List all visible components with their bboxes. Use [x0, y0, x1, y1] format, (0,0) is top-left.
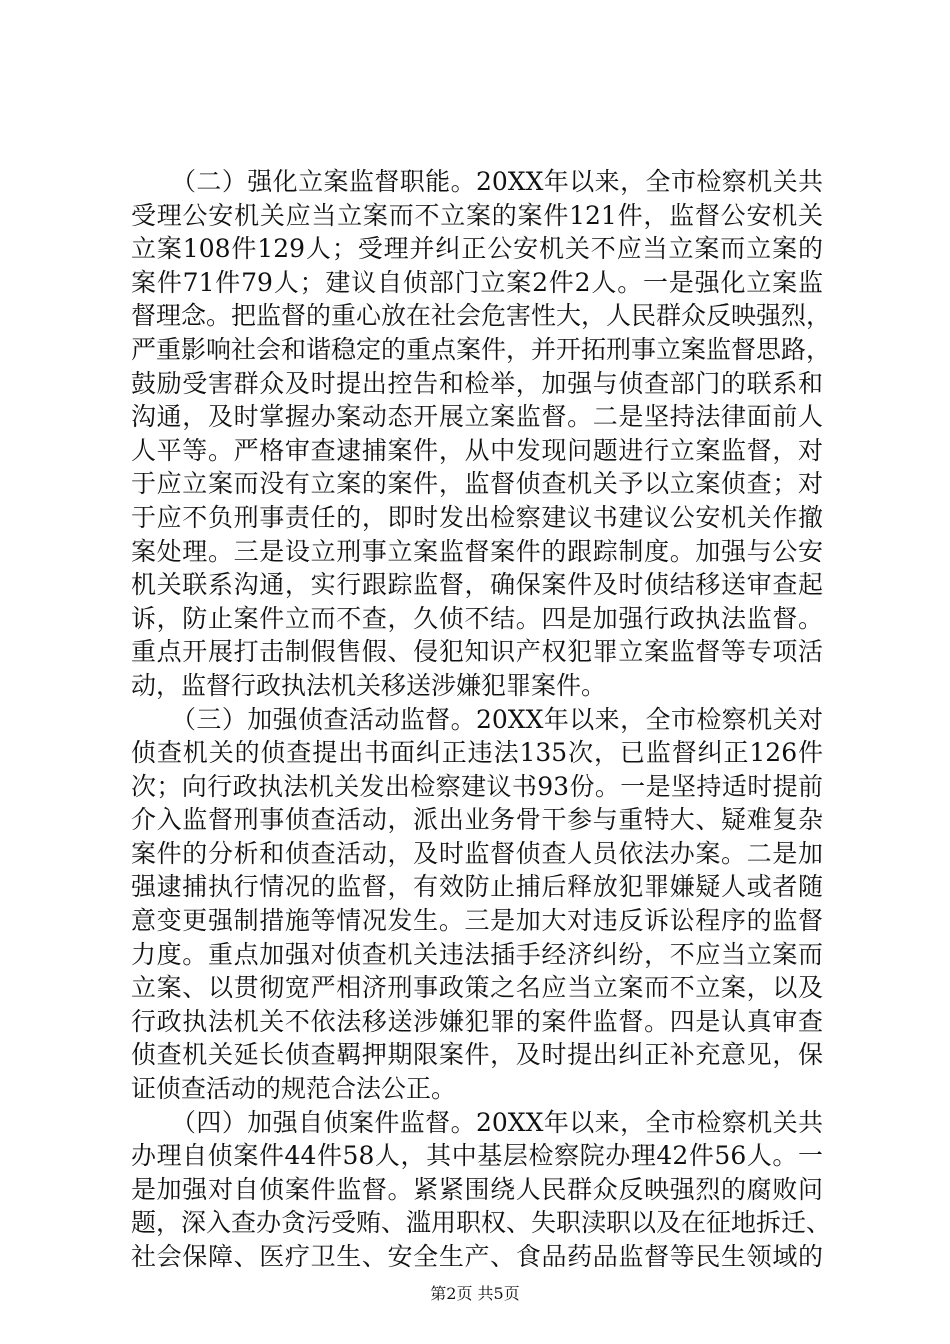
text-line: 机关联系沟通，实行跟踪监督，确保案件及时侦结移送审查起 [131, 570, 823, 600]
text-line: 案件71件79人；建议自侦部门立案2件2人。一是强化立案监 [131, 267, 823, 297]
text-line: 是加强对自侦案件监督。紧紧围绕人民群众反映强烈的腐败问 [131, 1174, 823, 1204]
text-line: 证侦查活动的规范合法公正。 [131, 1074, 457, 1104]
text-line: 行政执法机关不依法移送涉嫌犯罪的案件监督。四是认真审查 [131, 1006, 823, 1036]
text-line: 立案108件129人；受理并纠正公安机关不应当立案而立案的 [131, 234, 823, 264]
text-line: 立案、以贯彻宽严相济刑事政策之名应当立案而不立案，以及 [131, 973, 823, 1003]
text-line: 案件的分析和侦查活动，及时监督侦查人员依法办案。二是加 [131, 838, 823, 868]
text-line: 鼓励受害群众及时提出控告和检举，加强与侦查部门的联系和 [131, 368, 823, 398]
document-body [131, 165, 832, 1274]
text-line: 意变更强制措施等情况发生。三是加大对违反诉讼程序的监督 [131, 906, 823, 936]
text-line: 侦查机关的侦查提出书面纠正违法135次，已监督纠正126件 [131, 738, 823, 768]
text-line: 题，深入查办贪污受贿、滥用职权、失职渎职以及在征地拆迁、 [131, 1208, 832, 1238]
text-line: （二）强化立案监督职能。20XX年以来，全市检察机关共 [171, 167, 823, 196]
text-line: 督理念。把监督的重心放在社会危害性大，人民群众反映强烈， [131, 301, 832, 331]
text-line: 于应不负刑事责任的，即时发出检察建议书建议公安机关作撤 [131, 502, 823, 532]
text-line: 侦查机关延长侦查羁押期限案件，及时提出纠正补充意见，保 [131, 1040, 823, 1070]
text-line: 沟通，及时掌握办案动态开展立案监督。二是坚持法律面前人 [131, 402, 823, 432]
text-line: 重点开展打击制假售假、侵犯知识产权犯罪立案监督等专项活 [131, 637, 823, 667]
text-line: 介入监督刑事侦查活动，派出业务骨干参与重特大、疑难复杂 [131, 805, 823, 835]
page-number-footer: 第2页 共5页 [430, 1284, 520, 1303]
text-line: 办理自侦案件44件58人，其中基层检察院办理42件56人。一 [131, 1141, 823, 1171]
text-line: 强逮捕执行情况的监督，有效防止捕后释放犯罪嫌疑人或者随 [131, 872, 823, 902]
text-line: 社会保障、医疗卫生、安全生产、食品药品监督等民生领域的 [131, 1242, 823, 1271]
text-line: 动，监督行政执法机关移送涉嫌犯罪案件。 [131, 670, 607, 700]
text-line: 于应立案而没有立案的案件，监督侦查机关予以立案侦查；对 [131, 469, 823, 499]
text-line: 受理公安机关应当立案而不立案的案件121件，监督公安机关 [131, 200, 823, 230]
text-line: 力度。重点加强对侦查机关违法插手经济纠纷，不应当立案而 [131, 939, 823, 969]
text-line: （四）加强自侦案件监督。20XX年以来，全市检察机关共 [171, 1107, 823, 1137]
text-line: 次；向行政执法机关发出检察建议书93份。一是坚持适时提前 [131, 771, 823, 801]
text-line: 案处理。三是设立刑事立案监督案件的跟踪制度。加强与公安 [131, 536, 823, 566]
text-line: 人平等。严格审查逮捕案件，从中发现问题进行立案监督，对 [131, 435, 823, 465]
text-line: 严重影响社会和谐稳定的重点案件，并开拓刑事立案监督思路， [131, 334, 832, 364]
text-line: （三）加强侦查活动监督。20XX年以来，全市检察机关对 [171, 704, 823, 734]
text-line: 诉，防止案件立而不查，久侦不结。四是加强行政执法监督。 [131, 603, 823, 633]
